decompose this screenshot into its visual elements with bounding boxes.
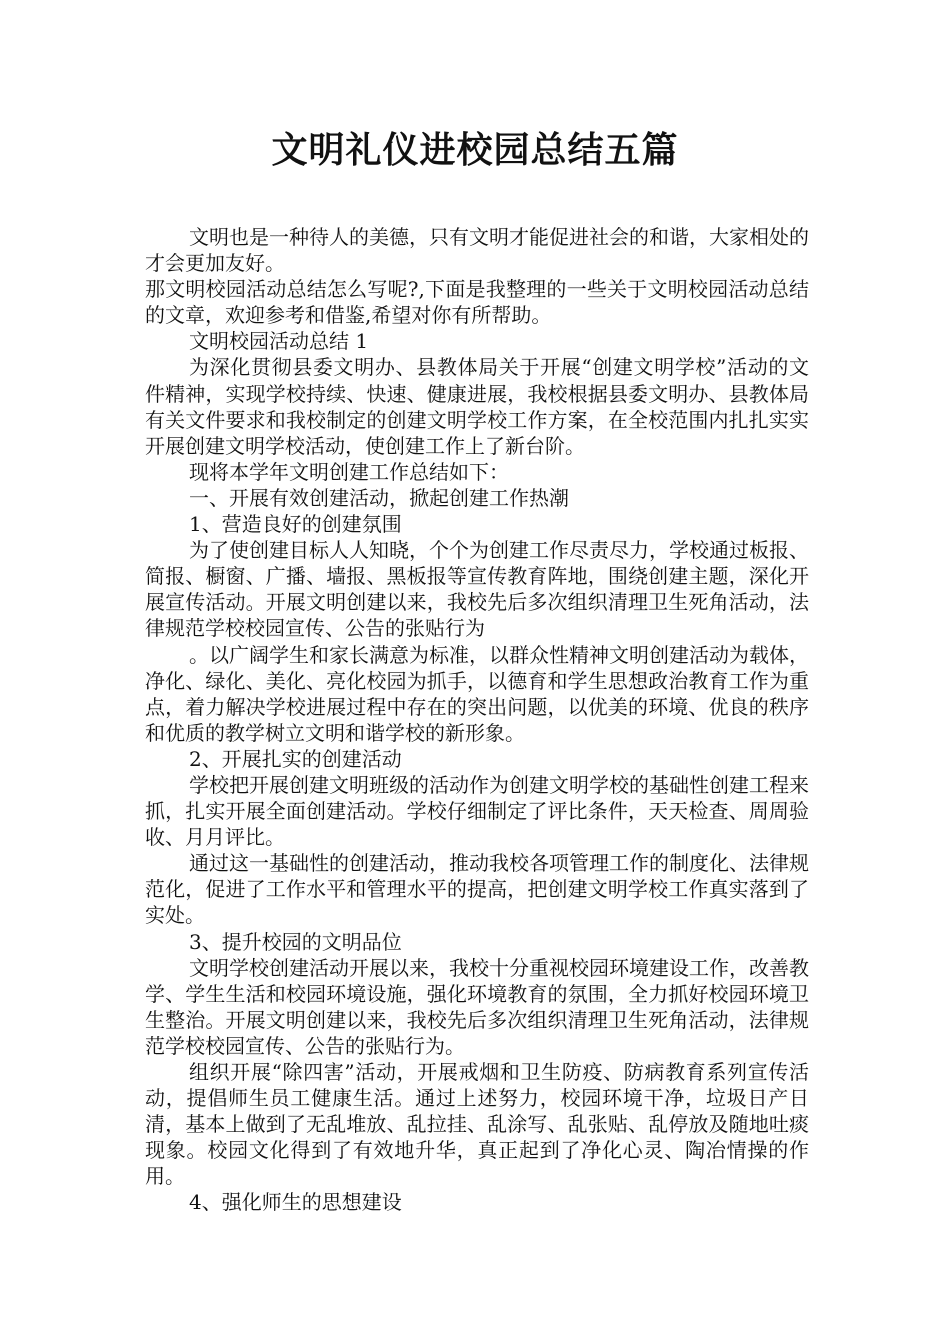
paragraph: 为深化贯彻县委文明办、县教体局关于开展“创建文明学校”活动的文件精神，实现学校持续、快速、健康进展，我校根据县委文明办、县教体局有关文件要求和我校制定的创建文明学校工作方案，在全校范围内扎扎实实开展创建文明学校活动，使创建工作上了新台阶。	[145, 355, 809, 458]
subsection-heading: 4、强化师生的思想建设	[189, 1190, 402, 1215]
paragraph: 学校把开展创建文明班级的活动作为创建文明学校的基础性创建工程来抓，扎实开展全面创建活动。学校仔细制定了评比条件，天天检查、周周验收、月月评比。	[145, 772, 809, 850]
paragraph: 通过这一基础性的创建活动，推动我校各项管理工作的制度化、法律规范化，促进了工作水平和管理水平的提高，把创建文明学校工作真实落到了实处。	[145, 851, 809, 928]
section-heading: 文明校园活动总结 1	[189, 329, 369, 354]
document-body	[145, 224, 809, 1216]
paragraph: 文明也是一种待人的美德，只有文明才能促进社会的和谐，大家相处的才会更加友好。	[145, 225, 809, 276]
subsection-heading: 2、开展扎实的创建活动	[189, 746, 402, 771]
paragraph: 现将本学年文明创建工作总结如下：	[189, 459, 509, 484]
paragraph: 那文明校园活动总结怎么写呢?,下面是我整理的一些关于文明校园活动总结的文章，欢迎参考和借鉴,希望对你有所帮助。	[145, 277, 809, 328]
subsection-heading: 1、营造良好的创建氛围	[189, 512, 402, 537]
paragraph: 。以广阔学生和家长满意为标准，以群众性精神文明创建活动为载体，净化、绿化、美化、亮化校园为抓手，以德育和学生思想政治教育工作为重点，着力解决学校进展过程中存在的突出问题，以优美的环境、优良的秩序和优质的教学树立文明和谐学校的新形象。	[145, 642, 809, 745]
paragraph: 为了使创建目标人人知晓，个个为创建工作尽责尽力，学校通过板报、简报、橱窗、广播、墙报、黑板报等宣传教育阵地，围绕创建主题，深化开展宣传活动。开展文明创建以来，我校先后多次组织清理卫生死角活动，法律规范学校校园宣传、公告的张贴行为	[145, 538, 809, 641]
subsection-heading: 3、提升校园的文明品位	[189, 929, 402, 954]
document-title: 文明礼仪进校园总结五篇	[271, 130, 679, 171]
section-heading: 一、开展有效创建活动，掀起创建工作热潮	[189, 485, 569, 510]
paragraph: 组织开展“除四害”活动，开展戒烟和卫生防疫、防病教育系列宣传活动，提倡师生员工健康生活。通过上述努力，校园环境干净，垃圾日产日清，基本上做到了无乱堆放、乱拉挂、乱涂写、乱张贴、乱停放及随地吐痰现象。校园文化得到了有效地升华，真正起到了净化心灵、陶冶情操的作用。	[145, 1060, 809, 1189]
paragraph: 文明学校创建活动开展以来，我校十分重视校园环境建设工作，改善教学、学生生活和校园环境设施，强化环境教育的氛围，全力抓好校园环境卫生整治。开展文明创建以来，我校先后多次组织清理卫生死角活动，法律规范学校校园宣传、公告的张贴行为。	[145, 955, 809, 1058]
